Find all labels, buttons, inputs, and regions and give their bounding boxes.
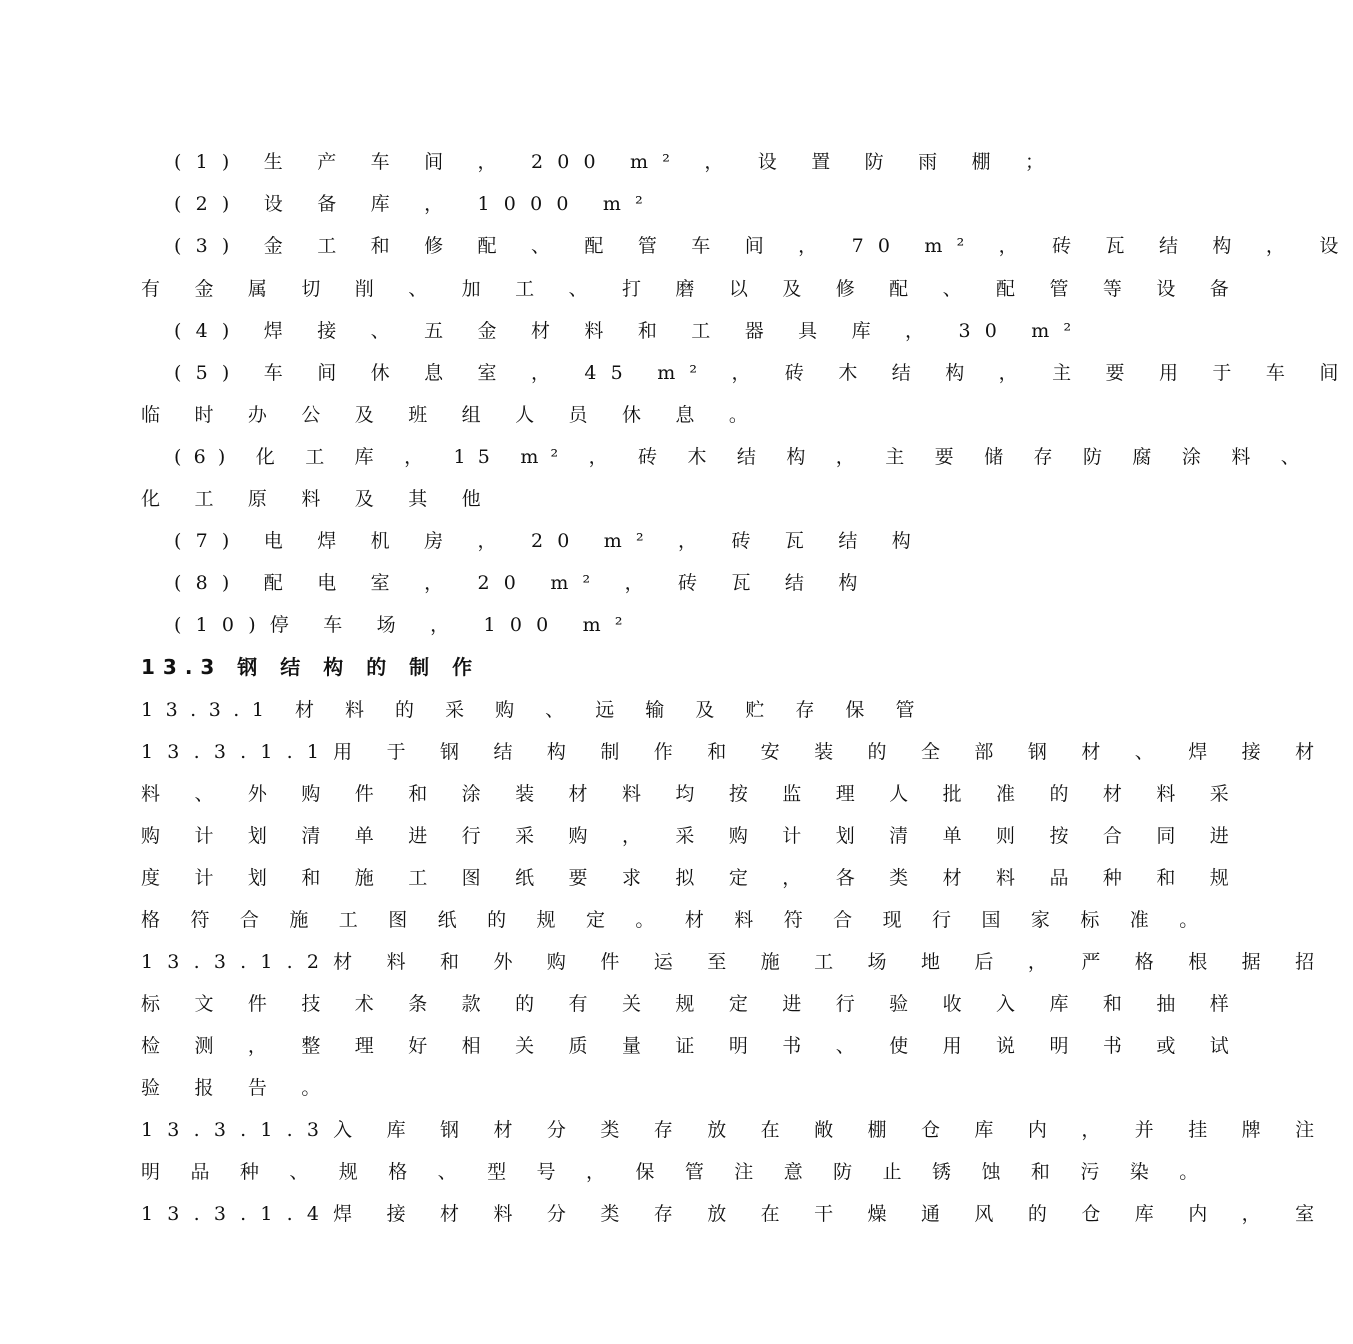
facility-line-10: (10)停 车 场 ， 100 m² <box>174 614 637 636</box>
facility-line-5: (5) 车 间 休 息 室 ， 45 m² ， 砖 木 结 构 ， 主 要 用 于 车 间 <box>174 362 1353 384</box>
facility-line-6: (6) 化 工 库 ， 15 m² ， 砖 木 结 构 ， 主 要 储 存 防 腐 涂 料 、 <box>174 446 1312 468</box>
facility-line-5-cont: 临 时 办 公 及 班 组 人 员 休 息 。 <box>141 404 763 426</box>
body-line-4: 度 计 划 和 施 工 图 纸 要 求 拟 定 ， 各 类 材 料 品 种 和 规 <box>141 867 1243 889</box>
facility-line-8: (8) 配 电 室 ， 20 m² ， 砖 瓦 结 构 <box>174 572 872 594</box>
section-heading: 13.3 钢 结 构 的 制 作 <box>141 655 481 679</box>
facility-line-7: (7) 电 焊 机 房 ， 20 m² ， 砖 瓦 结 构 <box>174 530 925 552</box>
facility-line-1: (1) 生 产 车 间 ， 200 m² ， 设 置 防 雨 棚 ； <box>174 151 1059 173</box>
facility-line-3: (3) 金 工 和 修 配 、 配 管 车 间 ， 70 m² ， 砖 瓦 结 构 ， 设 <box>174 235 1353 257</box>
body-line-8: 检 测 ， 整 理 好 相 关 质 量 证 明 书 、 使 用 说 明 书 或 试 <box>141 1035 1243 1057</box>
subsection-heading: 13.3.1 材 料 的 采 购 、 远 输 及 贮 存 保 管 <box>141 699 927 721</box>
facility-line-4: (4) 焊 接 、 五 金 材 料 和 工 器 具 库 ， 30 m² <box>174 320 1086 342</box>
facility-line-6-cont: 化 工 原 料 及 其 他 <box>141 488 495 510</box>
body-line-12: 13.3.1.4焊 接 材 料 分 类 存 放 在 干 燥 通 风 的 仓 库 内 ， 室 <box>141 1203 1329 1225</box>
body-line-11: 明 品 种 、 规 格 、 型 号 ， 保 管 注 意 防 止 锈 蚀 和 污 染 。 <box>141 1161 1211 1183</box>
body-line-7: 标 文 件 技 术 条 款 的 有 关 规 定 进 行 验 收 入 库 和 抽 样 <box>141 993 1243 1015</box>
facility-line-2: (2) 设 备 库 ， 1000 m² <box>174 193 657 215</box>
body-line-5: 格 符 合 施 工 图 纸 的 规 定 。 材 料 符 合 现 行 国 家 标 准 。 <box>141 909 1211 931</box>
body-line-6: 13.3.1.2材 料 和 外 购 件 运 至 施 工 场 地 后 ， 严 格 根 据 招 <box>141 951 1329 973</box>
body-line-2: 料 、 外 购 件 和 涂 装 材 料 均 按 监 理 人 批 准 的 材 料 采 <box>141 783 1243 805</box>
body-line-3: 购 计 划 清 单 进 行 采 购 ， 采 购 计 划 清 单 则 按 合 同 进 <box>141 825 1243 847</box>
facility-line-3-cont: 有 金 属 切 削 、 加 工 、 打 磨 以 及 修 配 、 配 管 等 设 备 <box>141 278 1243 300</box>
body-line-10: 13.3.1.3入 库 钢 材 分 类 存 放 在 敞 棚 仓 库 内 ， 并 挂 牌 注 <box>141 1119 1329 1141</box>
body-line-1: 13.3.1.1用 于 钢 结 构 制 作 和 安 装 的 全 部 钢 材 、 焊 接 材 <box>141 741 1329 763</box>
body-line-9: 验 报 告 。 <box>141 1077 335 1099</box>
